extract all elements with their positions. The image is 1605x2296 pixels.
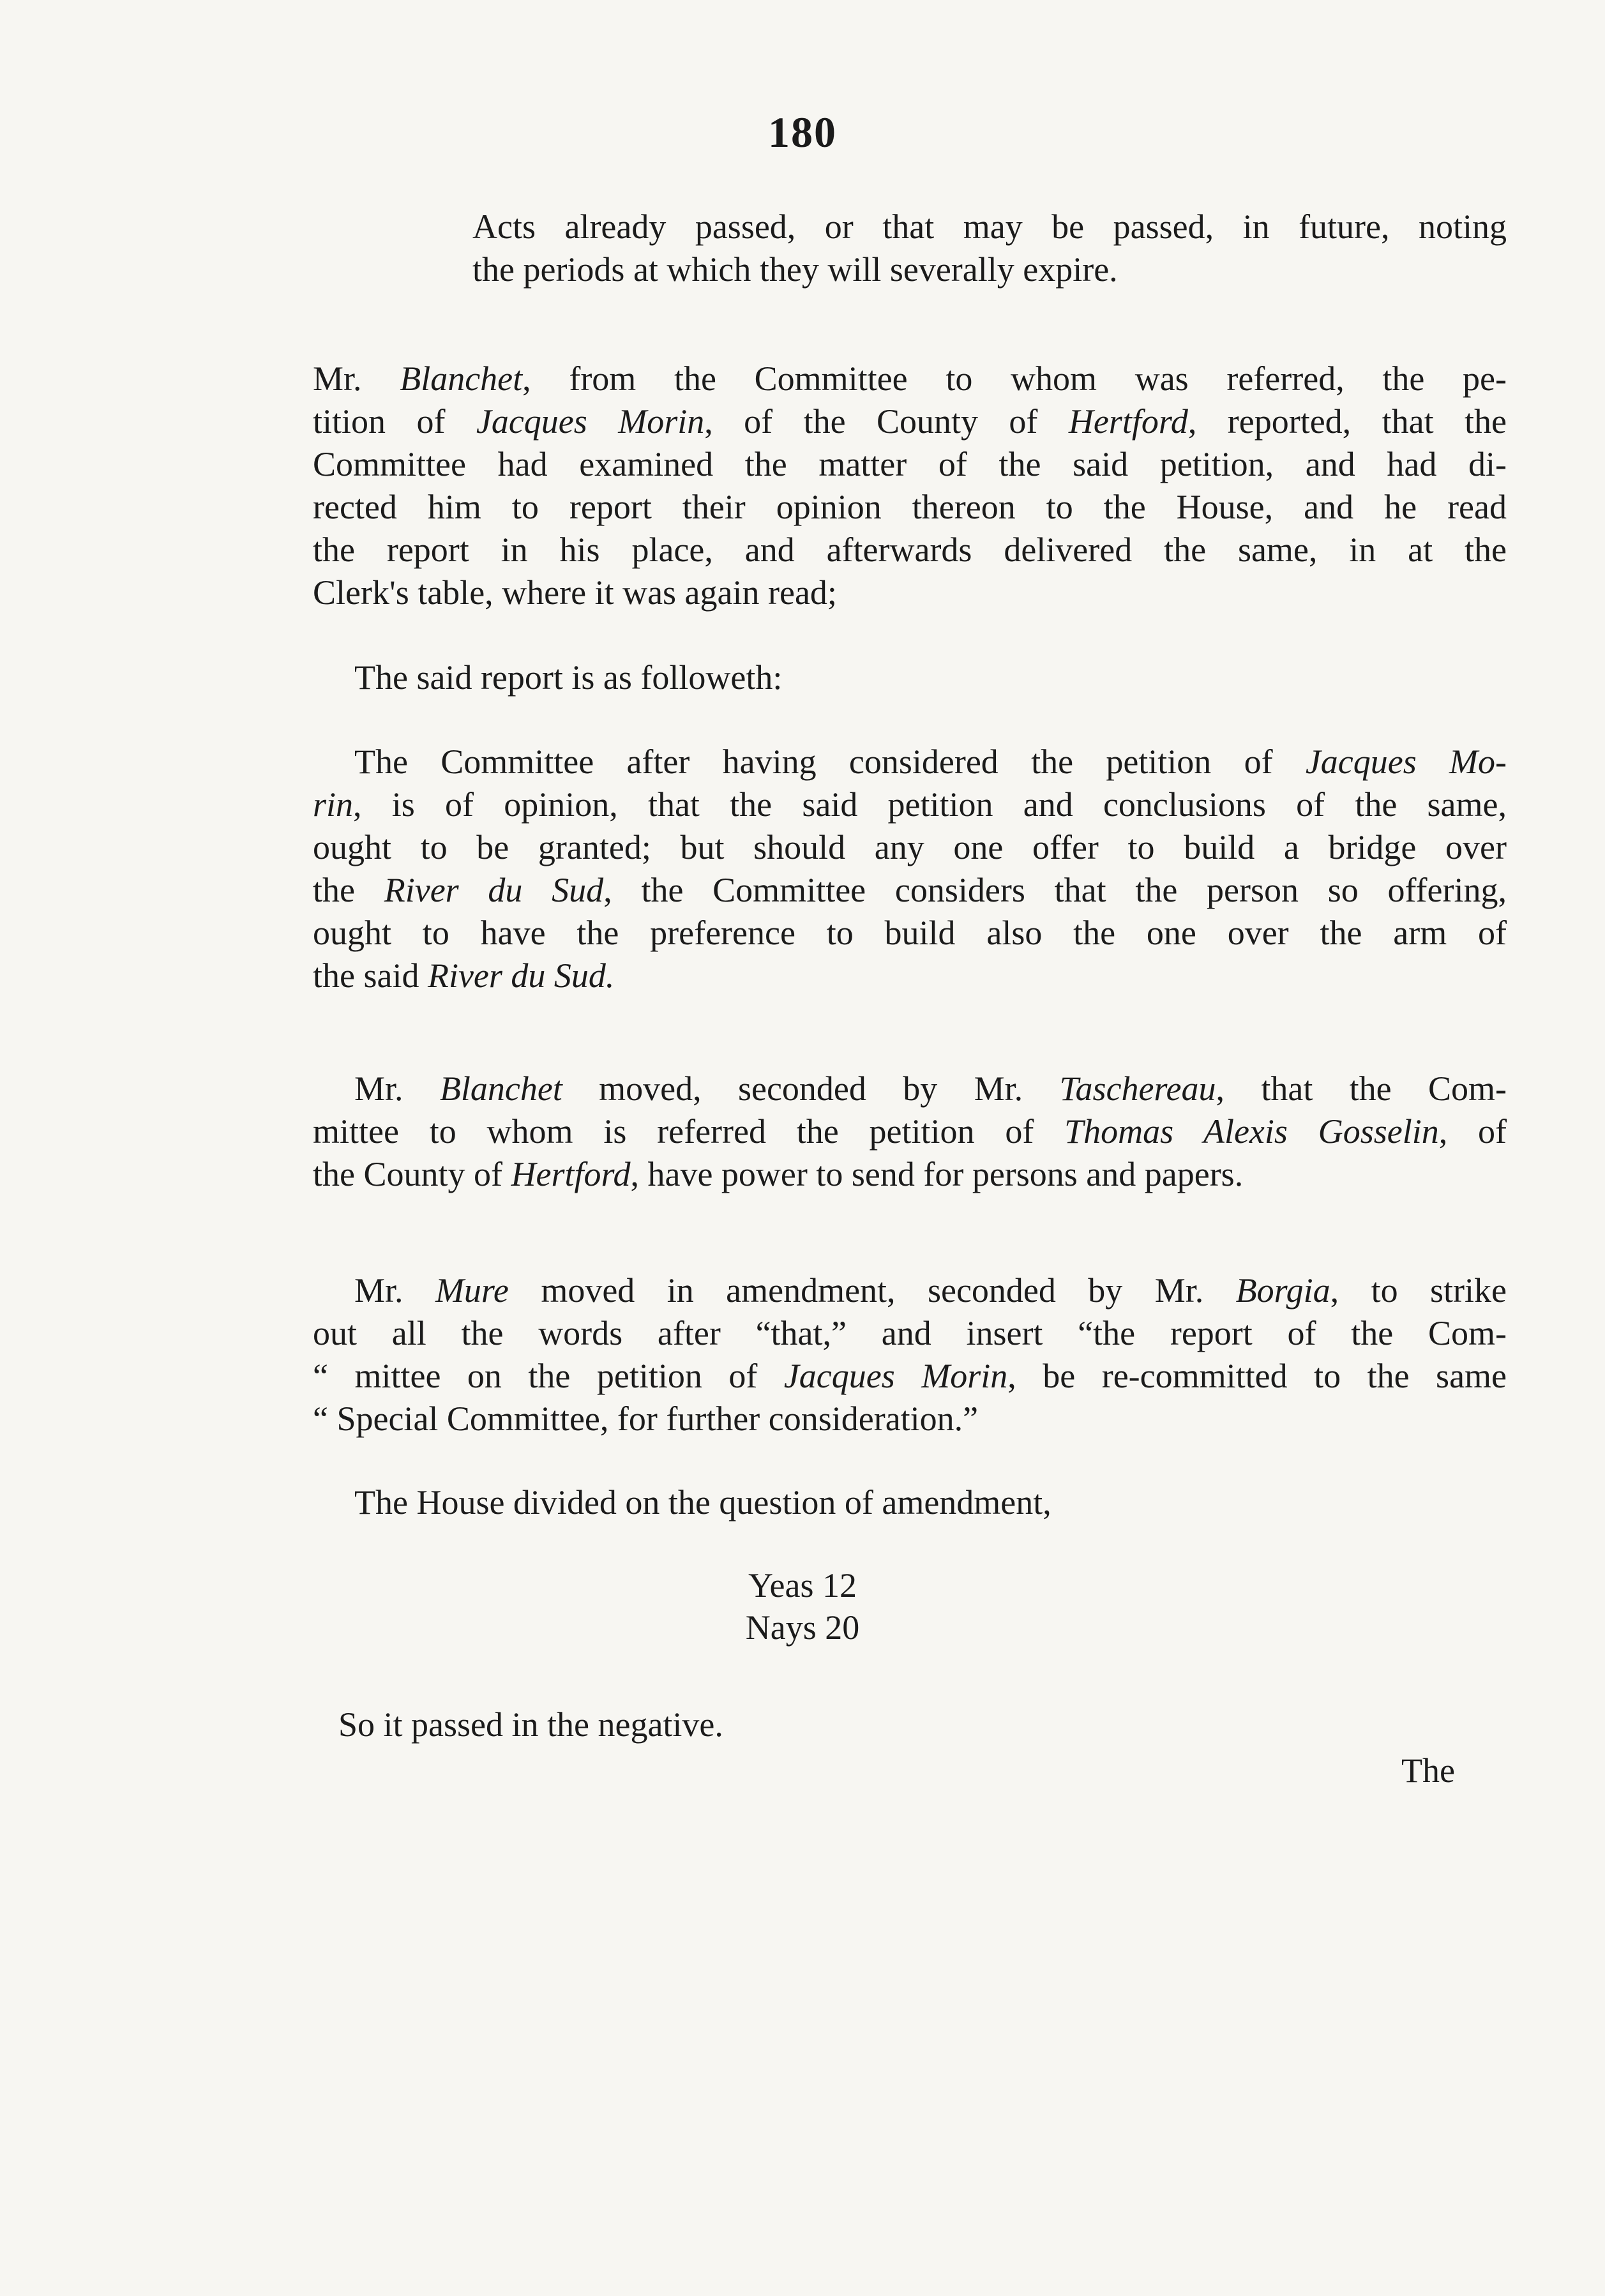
catchword: The <box>1401 1751 1455 1790</box>
body-line-3: ought to be granted; but should any one offer to build a bridge over <box>313 828 1507 866</box>
report-line-2: tition of Jacques Morin, of the County of Hertford, reported, that the <box>313 402 1507 441</box>
report-line-5: the report in his place, and afterwards delivered the same, in at the <box>313 531 1507 569</box>
motion-line-1: Mr. Blanchet moved, seconded by Mr. Taschereau, that the Com- <box>354 1069 1507 1108</box>
body-line-5: ought to have the preference to build also the one over the arm of <box>313 914 1507 952</box>
intro-line-2: the periods at which they will severally expire. <box>472 250 1118 289</box>
division-line: The House divided on the question of amendment, <box>354 1483 1051 1522</box>
amendment-line-1: Mr. Mure moved in amendment, seconded by Mr. Borgia, to strike <box>354 1271 1507 1310</box>
motion-paragraph <box>313 1068 1507 1196</box>
intro-line-1: Acts already passed, or that may be passed, in future, noting <box>472 208 1507 246</box>
amendment-line-2: out all the words after “that,” and insert “the report of the Com- <box>313 1314 1507 1352</box>
amendment-paragraph <box>313 1269 1507 1440</box>
page-number: 180 <box>768 108 837 156</box>
report-line-4: rected him to report their opinion thereon to the House, and he read <box>313 488 1507 526</box>
report-line-1: Mr. Blanchet, from the Committee to whom was referred, the pe- <box>313 359 1507 398</box>
amendment-line-4: “ Special Committee, for further consideration.” <box>313 1400 979 1438</box>
body-line-2: rin, is of opinion, that the said petition and conclusions of the same, <box>313 785 1507 824</box>
yeas-count: Yeas 12 <box>748 1566 857 1605</box>
report-line-6: Clerk's table, where it was again read; <box>313 573 837 612</box>
amendment-line-3: “ mittee on the petition of Jacques Morin, be re-committed to the same <box>313 1357 1507 1395</box>
nays-count: Nays 20 <box>745 1608 860 1647</box>
report-intro: The said report is as followeth: <box>354 658 783 697</box>
body-line-6: the said River du Sud. <box>313 956 615 995</box>
report-line-3: Committee had examined the matter of the said petition, and had di- <box>313 445 1507 483</box>
motion-line-2: mittee to whom is referred the petition of Thomas Alexis Gosselin, of <box>313 1112 1507 1151</box>
body-line-1: The Committee after having considered the petition of Jacques Mo- <box>354 743 1507 781</box>
body-line-4: the River du Sud, the Committee considers that the person so offering, <box>313 871 1507 909</box>
report-body <box>313 741 1507 997</box>
result-line: So it passed in the negative. <box>338 1705 723 1744</box>
intro-paragraph <box>472 206 1507 291</box>
report-paragraph <box>313 358 1507 614</box>
motion-line-3: the County of Hertford, have power to send for persons and papers. <box>313 1155 1244 1193</box>
